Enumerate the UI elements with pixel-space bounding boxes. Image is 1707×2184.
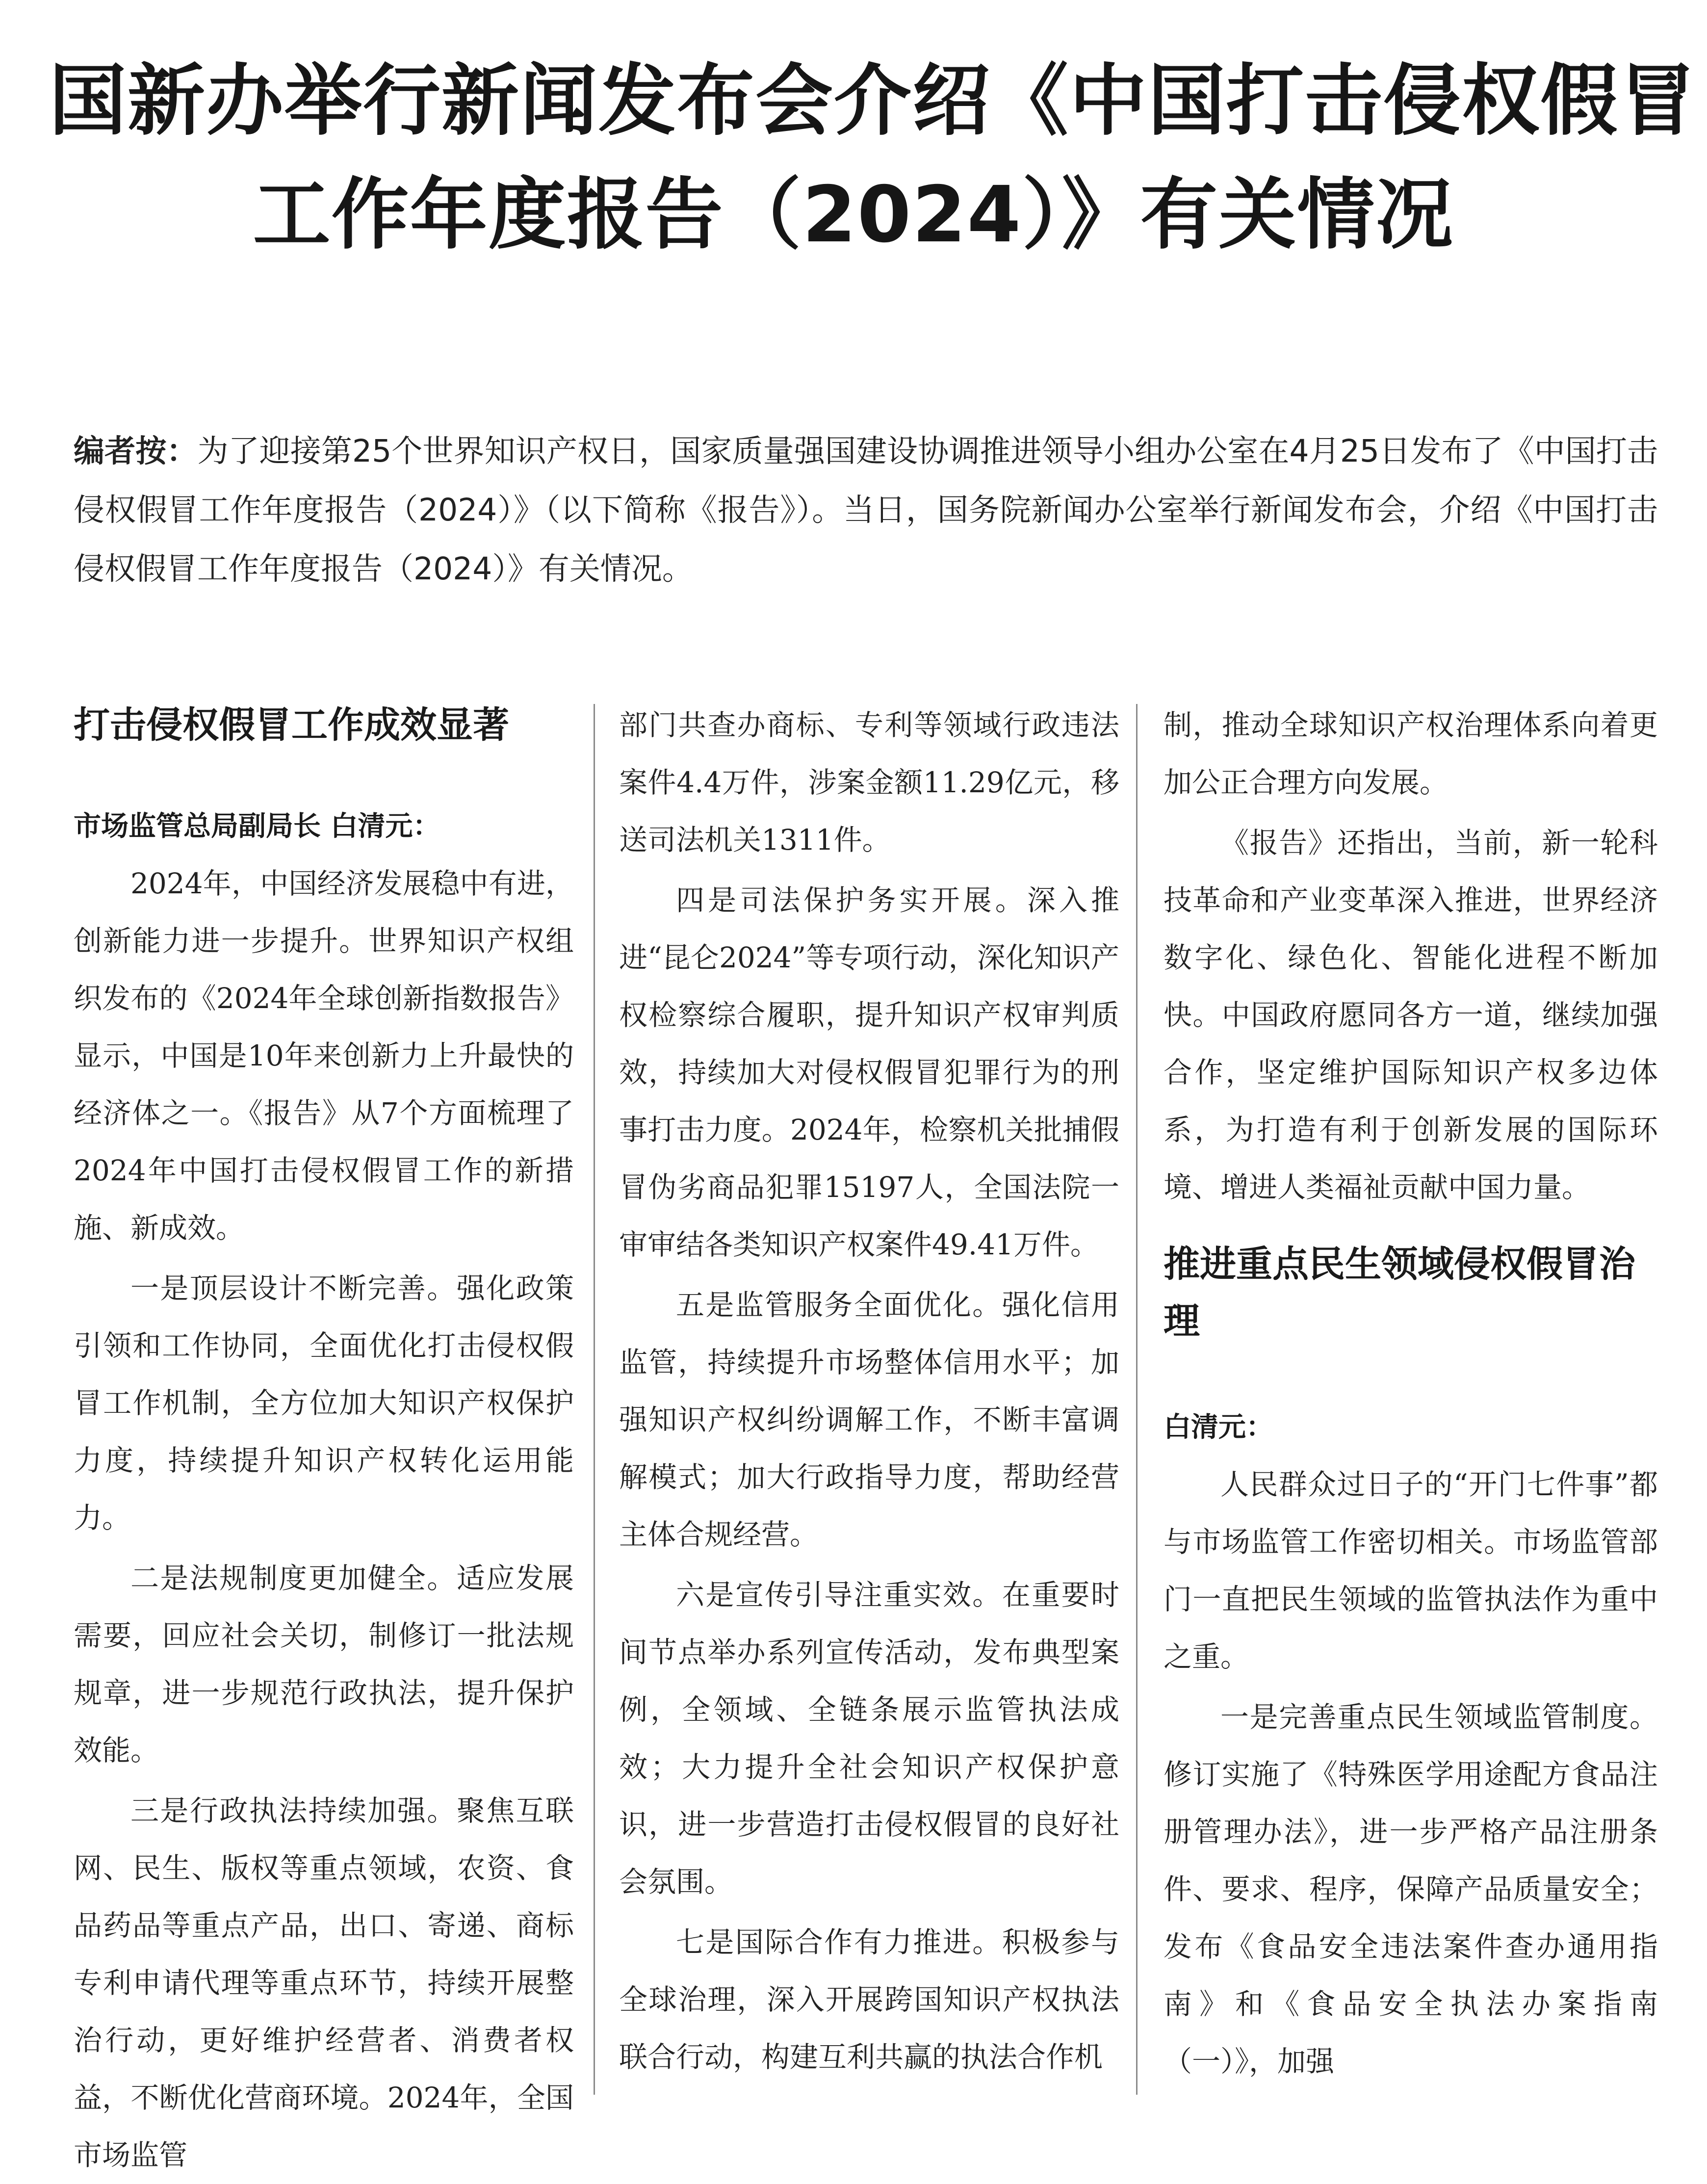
paragraph-continued: 制，推动全球知识产权治理体系向着更加公正合理方向发展。 [1164, 708, 1658, 799]
column-divider [1136, 704, 1138, 2095]
column-1 [74, 697, 574, 2172]
title-line-2: 工作年度报告（2024）》有关情况 [253, 170, 1454, 260]
speaker-label: 市场监管总局副局长 白清元： [74, 810, 440, 842]
column-2 [619, 697, 1119, 2095]
column-3 [1164, 697, 1658, 2095]
paragraph: 《报告》还指出，当前，新一轮科技革命和产业变革深入推进，世界经济数字化、绿色化、智能化进程不断加快。中国政府愿同各方一道，继续加强合作，坚定维护国际知识产权多边体系，为打造有利于创新发展的国际环境、增进人类福祉贡献中国力量。 [1164, 826, 1658, 1204]
editor-note [74, 422, 1658, 598]
paragraph: 四是司法保护务实开展。深入推进“昆仑2024”等专项行动，深化知识产权检察综合履职，提升知识产权审判质效，持续加大对侵权假冒犯罪行为的刑事打击力度。2024年，检察机关批捕假冒伪劣商品犯罪15197人，全国法院一审审结各类知识产权案件49.41万件。 [619, 884, 1119, 1261]
paragraph-continued: 部门共查办商标、专利等领域行政违法案件4.4万件，涉案金额11.29亿元，移送司法机关1311件。 [619, 708, 1119, 857]
section-heading: 推进重点民生领域侵权假冒治理 [1164, 1243, 1635, 1342]
paragraph: 一是顶层设计不断完善。强化政策引领和工作协同，全面优化打击侵权假冒工作机制，全方位加大知识产权保护力度，持续提升知识产权转化运用能力。 [74, 1272, 574, 1534]
speaker-label: 白清元： [1164, 1411, 1273, 1443]
paragraph: 人民群众过日子的“开门七件事”都与市场监管工作密切相关。市场监管部门一直把民生领域的监管执法作为重中之重。 [1164, 1468, 1658, 1673]
paragraph: 2024年，中国经济发展稳中有进，创新能力进一步提升。世界知识产权组织发布的《2024年全球创新指数报告》显示，中国是10年来创新力上升最快的经济体之一。《报告》从7个方面梳理了2024年中国打击侵权假冒工作的新措施、新成效。 [74, 867, 574, 1245]
section-heading: 打击侵权假冒工作成效显著 [74, 704, 509, 746]
page-title [49, 44, 1697, 272]
paragraph: 二是法规制度更加健全。适应发展需要，回应社会关切，制修订一批法规规章，进一步规范行政执法，提升保护效能。 [74, 1561, 574, 1767]
column-divider [594, 704, 595, 2095]
paragraph: 一是完善重点民生领域监管制度。修订实施了《特殊医学用途配方食品注册管理办法》，进一步严格产品注册条件、要求、程序，保障产品质量安全；发布《食品安全违法案件查办通用指南》和《食品安全执法办案指南（一）》，加强 [1164, 1700, 1658, 2078]
paragraph: 三是行政执法持续加强。聚焦互联网、民生、版权等重点领域，农资、食品药品等重点产品，出口、寄递、商标专利申请代理等重点环节，持续开展整治行动，更好维护经营者、消费者权益，不断优化营商环境。2024年，全国市场监管 [74, 1794, 574, 2172]
paragraph: 六是宣传引导注重实效。在重要时间节点举办系列宣传活动，发布典型案例，全领域、全链条展示监管执法成效；大力提升全社会知识产权保护意识，进一步营造打击侵权假冒的良好社会氛围。 [619, 1578, 1119, 1898]
editor-note-text: 为了迎接第25个世界知识产权日，国家质量强国建设协调推进领导小组办公室在4月25日发布了《中国打击侵权假冒工作年度报告（2024）》（以下简称《报告》）。当日，国务院新闻办公室举行新闻发布会，介绍《中国打击侵权假冒工作年度报告（2024）》有关情况。 [74, 433, 1658, 587]
paragraph: 七是国际合作有力推进。积极参与全球治理，深入开展跨国知识产权执法联合行动，构建互利共赢的执法合作机 [619, 1925, 1119, 2074]
title-line-1: 国新办举行新闻发布会介绍《中国打击侵权假冒 [49, 56, 1697, 146]
paragraph: 五是监管服务全面优化。强化信用监管，持续提升市场整体信用水平；加强知识产权纠纷调解工作，不断丰富调解模式；加大行政指导力度，帮助经营主体合规经营。 [619, 1288, 1119, 1551]
editor-note-label: 编者按： [74, 433, 198, 469]
